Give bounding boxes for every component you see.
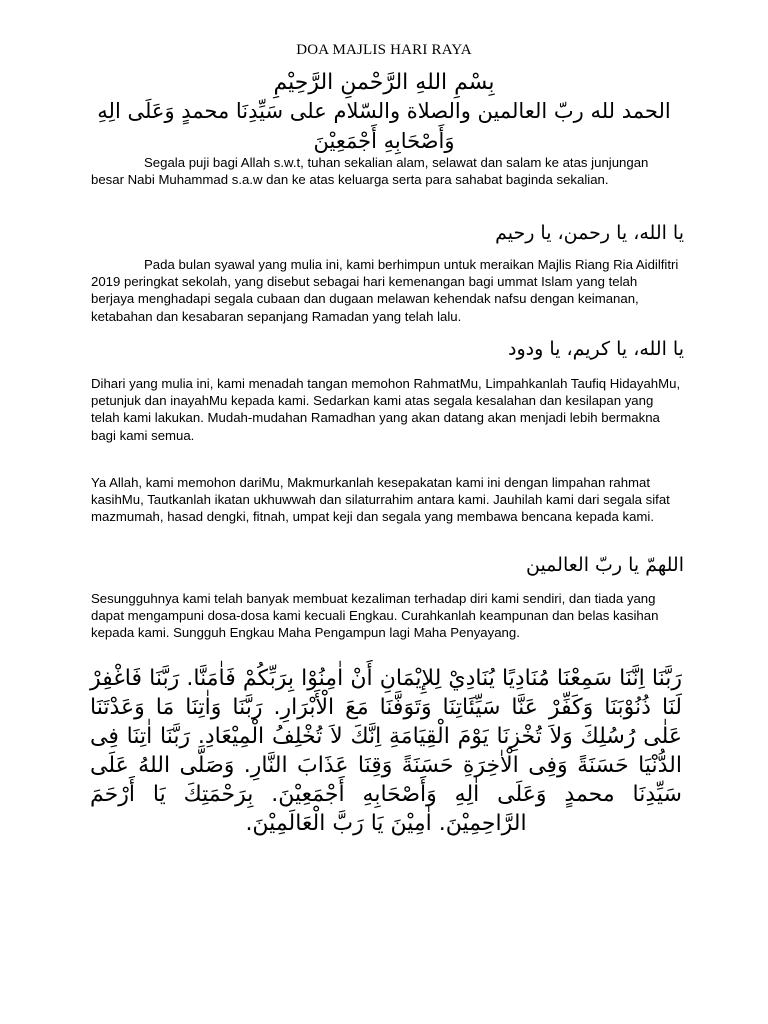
paragraph-ukhuwwah: Ya Allah, kami memohon dariMu, Makmurkanlah kesepakatan kami ini dengan limpahan rahmat kasihMu, Tautkanlah ikatan ukhuwwah dan silaturrahim antara kami. Jauhilah kami dari segala sifat mazmumah, hasad dengki, fitnah, umpat keji dan segala yang membawa bencana kepada kami. (91, 475, 670, 525)
paragraph-rahmat: Dihari yang mulia ini, kami menadah tangan memohon RahmatMu, Limpahkanlah Taufiq HidayahMu, petunjuk dan inayahMu kepada kami. Sedarkan kami atas segala kesalahan dan kesilapan yang telah kami lakukan. Mudah-mudahan Ramadhan yang akan datang akan menjadi lebih bermakna bagi kami semua. (91, 376, 681, 443)
closing-prayer-arabic: رَبَّنَا اِنَّنَا سَمِعْنَا مُنَادِيًا يُنَادِيْ لِلإِيْمَانِ أَنْ اٰمِنُوْا بِرَبِّكُمْ فَاٰمَنَّا. رَبَّنَا فَاغْفِرْ لَنَا ذُنُوْبَنَا وَكَفِّرْ عَنَّا سَيِّئَاتِنَا وَتَوَفَّنَا مَعَ الْأَبْرَارِ. رَبَّنَا وَاٰتِنَا مَا وَعَدْتَنَا عَلٰى رُسُلِكَ وَلاَ تُخْزِنَا يَوْمَ الْقِيَامَةِ اِنَّكَ لاَ تُخْلِفُ الْمِيْعَادِ. رَبَّنَا اٰتِنَا فِى الدُّنْيَا حَسَنَةً وَفِى الْاٰخِرَةِ حَسَنَةً وَقِنَا عَذَابَ النَّارِ. وَصَلَّى اللهُ عَلَى سَيِّدِنَا محمدٍ وَعَلَى اٰلِهِ وَأَصْحَابِهِ أَجْمَعِيْنَ. بِرَحْمَتِكَ يَا أَرْحَمَ الرَّاحِمِيْنَ. اٰمِيْنَ يَا رَبَّ الْعَالَمِيْنَ. (90, 666, 682, 836)
basmalah-line: بِسْمِ اللهِ الرَّحْمنِ الرَّحِيْمِ (273, 70, 495, 95)
document-title: DOA MAJLIS HARI RAYA (296, 42, 472, 58)
paragraph-praise: Segala puji bagi Allah s.w.t, tuhan sekalian alam, selawat dan salam ke atas junjungan besar Nabi Muhammad s.a.w dan ke atas keluarga serta para sahabat baginda sekalian. (91, 155, 649, 188)
arabic-invocation-2: يا الله، يا كريم، يا ودود (508, 338, 684, 360)
arabic-invocation-3: اللهمّ يا ربّ العالمين (525, 554, 684, 576)
arabic-invocation-1: يا الله، يا رحمن، يا رحيم (495, 222, 684, 244)
hamdalah-text: الحمد لله ربّ العالمين والصلاة والسّلام على سَيِّدِنَا محمدٍ وَعَلَى الِهِ وَأَصْحَابِهِ أَجْمَعِيْنَ (97, 99, 671, 153)
paragraph-keampunan: Sesungguhnya kami telah banyak membuat kezaliman terhadap diri kami sendiri, dan tiada yang dapat mengampuni dosa-dosa kami kecuali Engkau. Curahkanlah keampunan dan belas kasihan kepada kami. Sungguh Engkau Maha Pengampun lagi Maha Penyayang. (91, 591, 659, 641)
paragraph-syawal: Pada bulan syawal yang mulia ini, kami berhimpun untuk meraikan Majlis Riang Ria Aidilfitri 2019 peringkat sekolah, yang disebut sebagai hari kemenangan bagi ummat Islam yang telah berjaya menghadapi segala cubaan dan dugaan melawan kehendak nafsu dengan keimanan, ketabahan dan kesabaran sepanjang Ramadan yang telah lalu. (91, 257, 679, 324)
